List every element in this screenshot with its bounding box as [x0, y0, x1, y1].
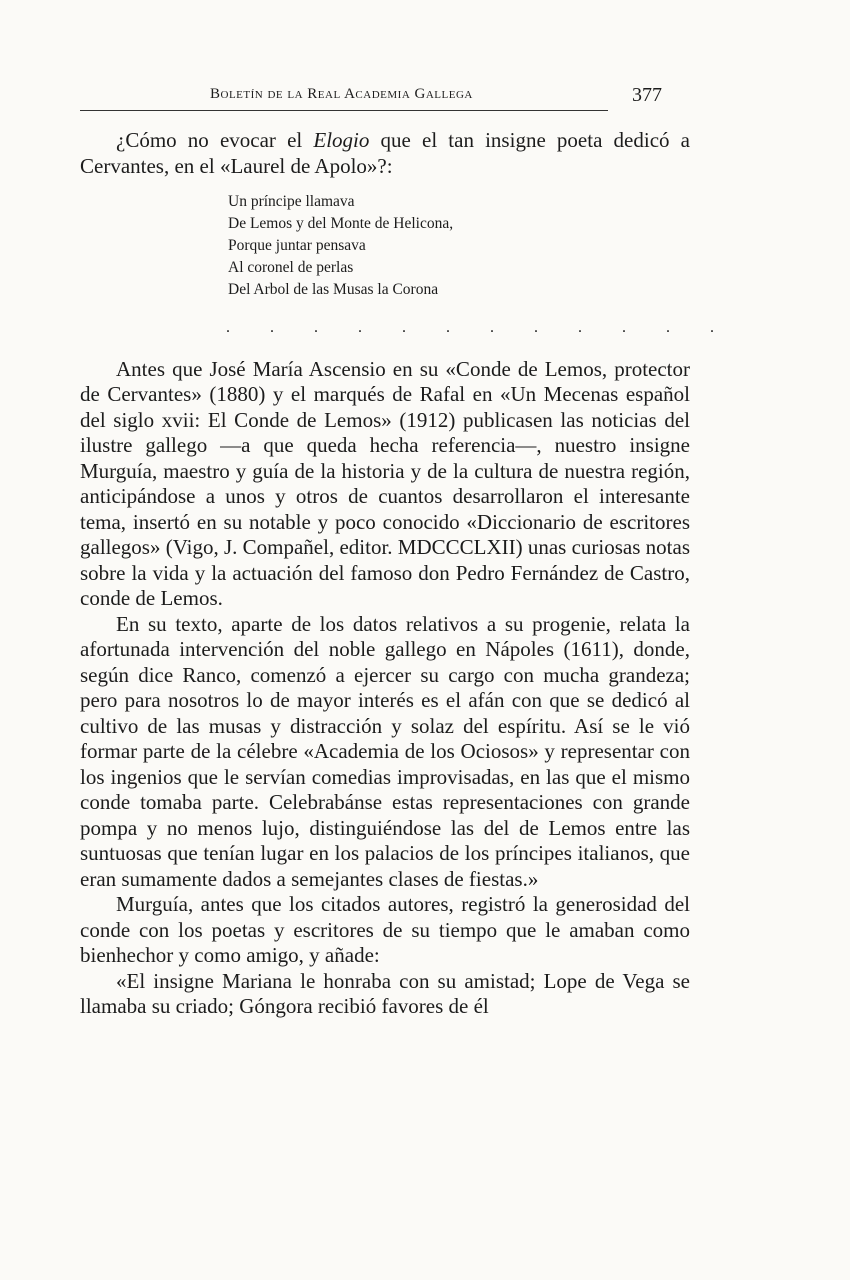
intro-text-after: que el tan insigne poeta dedicó a Cervantes, en el «Laurel de Apolo»?:: [80, 128, 690, 178]
verse-line: Un príncipe llamava: [228, 193, 355, 210]
paragraph: Antes que José María Ascensio en su «Conde de Lemos, protector de Cervantes» (1880) y el marqués de Rafal en «Un Mecenas español del siglo xvii: El Conde de Lemos» (1912) publicasen las noticias del ilustre gallego —a que queda hecha referencia—, nuestro insigne Murguía, maestro y guía de la historia y de la cultura de nuestra región, anticipándose a unos y otros de cuantos desarrollaron el interesante tema, insertó en su notable y poco conocido «Diccionario de escritores gallegos» (Vigo, J. Compañel, editor. MDCCCLXII) unas curiosas notas sobre la vida y la actuación del famoso don Pedro Fernández de Castro, conde de Lemos.: [80, 356, 690, 610]
header-rule: [80, 110, 608, 111]
running-head: [80, 84, 680, 114]
verse-line: De Lemos y del Monte de Helicona,: [228, 215, 454, 232]
paragraph: En su texto, aparte de los datos relativos a su progenie, relata la afortunada intervención del noble gallego en Nápoles (1611), donde, según dice Ranco, comenzó a ejercer su cargo con mucha grandeza; pero para nosotros lo de mayor interés es el afán con que se dedicó al cultivo de las musas y distracción y solaz del espíritu. Así se le vió formar parte de la célebre «Academia de los Ociosos» y representar con los ingenios que le servían comedias improvisadas, en las que el mismo conde tomaba parte. Celebrabánse estas representaciones con grande pompa y no menos lujo, distinguiéndose las del de Lemos entre las suntuosas que tenían lugar en los palacios de los príncipes italianos, que eran sumamente dados a semejantes clases de fiestas.»: [80, 611, 690, 891]
verse-line: Porque juntar pensava: [228, 237, 366, 254]
verse-quote: [228, 191, 690, 301]
paragraph: «El insigne Mariana le honraba con su amistad; Lope de Vega se llamaba su criado; Góngora recibió favores de él: [80, 968, 690, 1018]
paragraph: Murguía, antes que los citados autores, registró la generosidad del conde con los poetas y escritores de su tiempo que le amaban como bienhechor y como amigo, y añade:: [80, 892, 690, 967]
intro-italic-title: Elogio: [313, 128, 370, 152]
body-text: [80, 128, 732, 1020]
separator-dots: . . . . . . . . . . . .: [226, 319, 732, 336]
verse-line: Del Arbol de las Musas la Corona: [228, 281, 439, 298]
verse-line: Al coronel de perlas: [228, 259, 354, 276]
intro-paragraph: [80, 128, 690, 179]
running-title: Boletín de la Real Academia Gallega: [210, 86, 473, 102]
intro-text-before: ¿Cómo no evocar el: [116, 128, 314, 152]
page-number: 377: [632, 84, 662, 106]
